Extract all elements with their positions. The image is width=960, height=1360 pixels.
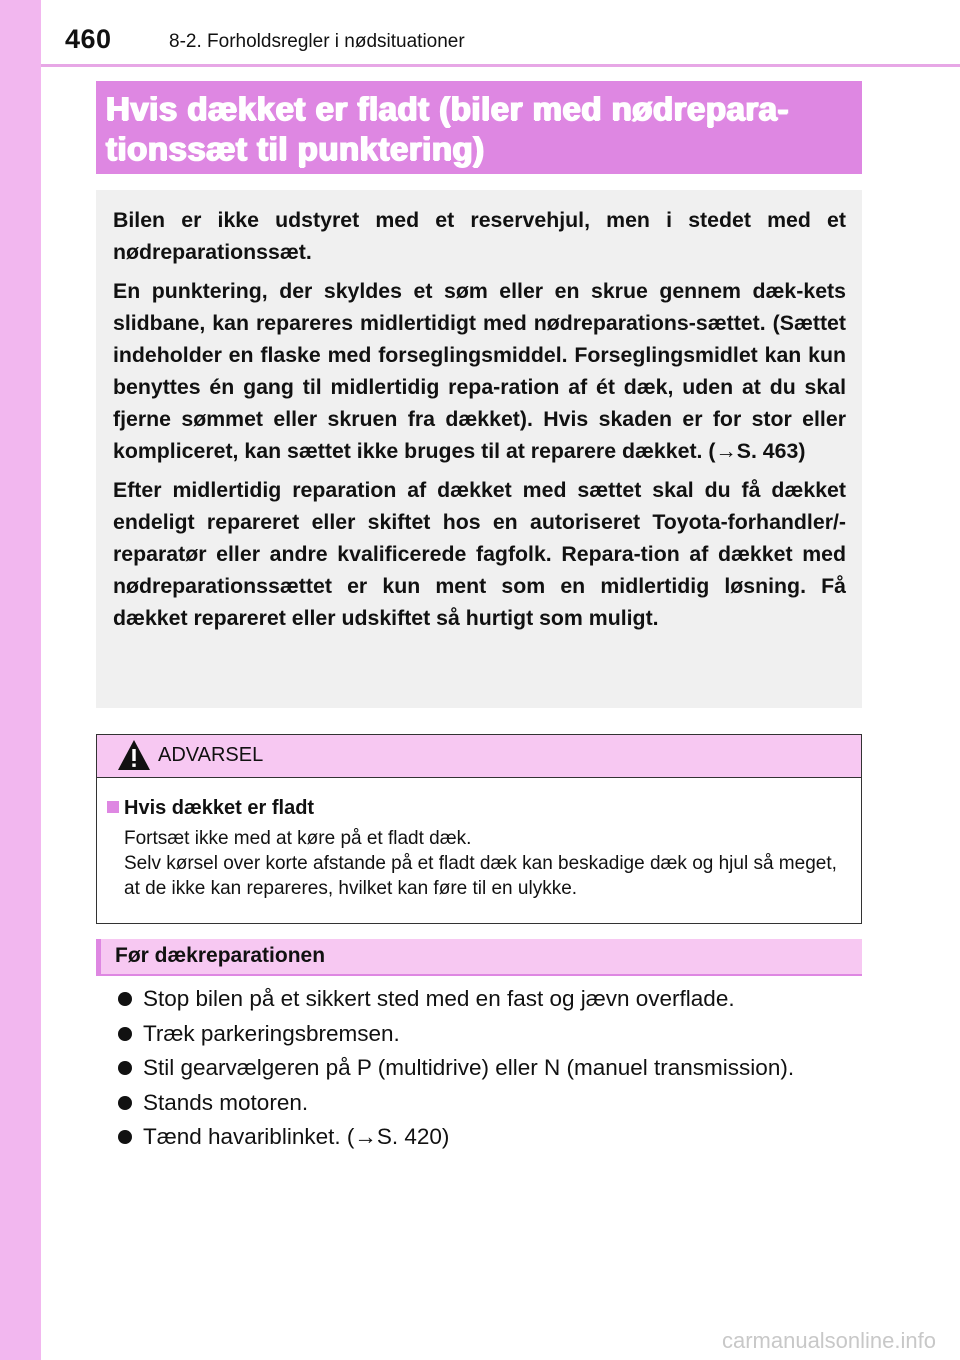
list-item xyxy=(118,1088,858,1118)
side-color-band xyxy=(0,0,41,1360)
page-title-line-1: Hvis dækket er fladt (biler med nødrepara- xyxy=(106,90,790,127)
before-repair-list xyxy=(118,984,858,1157)
list-item-text: Tænd havariblinket. (→S. 420) xyxy=(143,1124,450,1150)
list-item xyxy=(118,1053,858,1083)
list-item xyxy=(118,1019,858,1049)
page-title xyxy=(106,89,852,169)
warning-box xyxy=(96,734,862,924)
page-number: 460 xyxy=(65,24,112,54)
intro-box xyxy=(96,190,862,708)
page-title-line-2: tionssæt til punktering) xyxy=(106,130,485,167)
bullet-dot-icon xyxy=(118,1061,132,1075)
bullet-dot-icon xyxy=(118,1027,132,1041)
warning-line-1: Fortsæt ikke med at køre på et fladt dæk. xyxy=(124,828,472,849)
before-repair-heading xyxy=(96,939,862,976)
page-header xyxy=(41,0,960,67)
bullet-dot-icon xyxy=(118,992,132,1006)
intro-paragraph-3: Efter midlertidig reparation af dækket med sættet skal du få dækket endeligt repareret eller skiftet hos en autoriseret Toyota-forhandler/-reparatør eller andre kvalificerede fagfolk. Repara-tion af dækket med nødreparationssættet er kun ment som en midlertidig løsning. Få dækket repareret eller udskiftet så hurtigt som muligt. xyxy=(113,478,846,630)
section-title: 8-2. Forholdsregler i nødsituationer xyxy=(169,31,465,52)
intro-paragraph-1: Bilen er ikke udstyret med et reservehjul, men i stedet med et nødreparationssæt. xyxy=(113,208,846,264)
warning-subtitle xyxy=(107,796,847,820)
intro-paragraph-2: En punktering, der skyldes et søm eller en skrue gennem dæk-kets slidbane, kan repareres midlertidigt med nødreparations-sættet. (Sættet indeholder en flaske med forseglingsmiddel. Forseglingsmidlet kan kun benyttes én gang til midlertidig repa-ration af ét dæk, uden at du skal fjerne sømmet eller skruen fra dækket). Hvis skaden er for stor eller kompliceret, kan sættet ikke bruges til at reparere dækket. (→S. 463) xyxy=(113,279,846,463)
list-item-text: Træk parkeringsbremsen. xyxy=(143,1020,400,1046)
list-item xyxy=(118,984,858,1014)
warning-header xyxy=(97,735,861,778)
watermark: carmanualsonline.info xyxy=(721,1328,936,1353)
square-bullet-icon xyxy=(107,801,119,813)
list-item-text: Stop bilen på et sikkert sted med en fast og jævn overflade. xyxy=(143,986,735,1011)
list-item-text: Stands motoren. xyxy=(143,1089,309,1115)
warning-label: ADVARSEL xyxy=(158,744,264,766)
before-repair-heading-text: Før dækreparationen xyxy=(115,944,326,967)
warning-body xyxy=(97,778,861,901)
bullet-dot-icon xyxy=(118,1130,132,1144)
page-title-box xyxy=(96,81,862,174)
list-item xyxy=(118,1122,858,1152)
warning-subtitle-text: Hvis dækket er fladt xyxy=(124,797,315,819)
warning-triangle-icon xyxy=(117,739,151,771)
list-item-text: Stil gearvælgeren på P (multidrive) eller N (manuel transmission). xyxy=(143,1055,795,1081)
bullet-dot-icon xyxy=(118,1096,132,1110)
warning-line-2: Selv kørsel over korte afstande på et fladt dæk kan beskadige dæk og hjul så meget, at de ikke kan repareres, hvilket kan føre til en ulykke. xyxy=(124,853,837,899)
